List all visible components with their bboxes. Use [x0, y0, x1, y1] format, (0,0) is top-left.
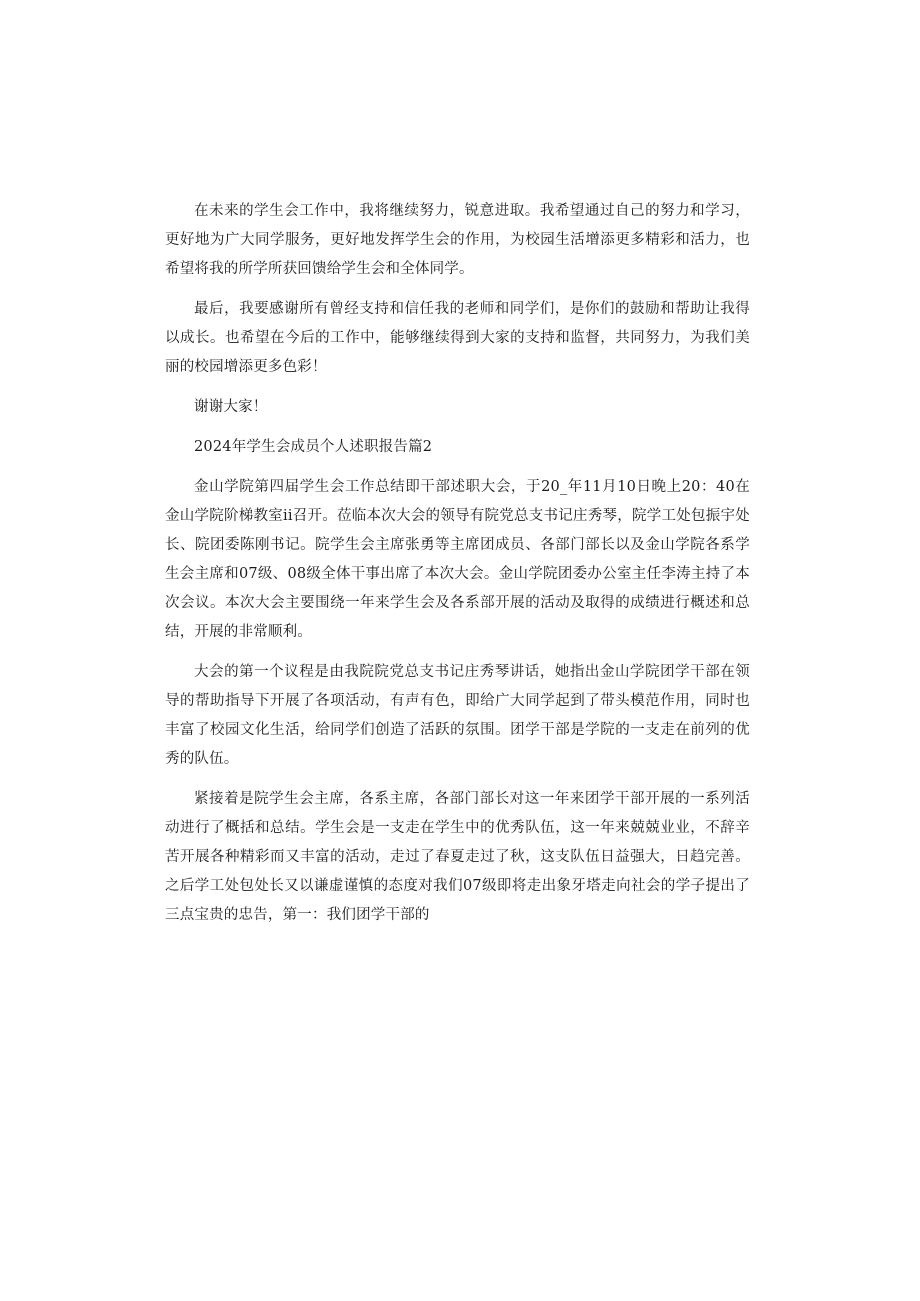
paragraph-future-work: 在未来的学生会工作中，我将继续努力，锐意进取。我希望通过自己的努力和学习，更好地为广大同学服务，更好地发挥学生会的作用，为校园生活增添更多精彩和活力，也希望将我的所学所获回馈给学生会和全体同学。 [165, 203, 750, 277]
paragraph-thank-you: 谢谢大家！ [194, 399, 268, 415]
paragraph-meeting-intro: 金山学院第四届学生会工作总结即干部述职大会，于20_年11月10日晚上20：40在金山学院阶梯教室ii召开。莅临本次大会的领导有院党总支书记庄秀琴，院学工处包振宇处长、院团委陈刚书记。院学生会主席张勇等主席团成员、各部门部长以及金山学院各系学生会主席和07级、08级全体干事出席了本次大会。金山学院团委办公室主任李涛主持了本次会议。本次大会主要围绕一年来学生会及各系部开展的活动及取得的成绩进行概述和总结，开展的非常顺利。 [165, 479, 750, 640]
paragraph-thanks-teachers: 最后，我要感谢所有曾经支持和信任我的老师和同学们，是你们的鼓励和帮助让我得以成长。也希望在今后的工作中，能够继续得到大家的支持和监督，共同努力，为我们美丽的校园增添更多色彩！ [165, 301, 750, 375]
paragraph-summary: 紧接着是院学生会主席，各系主席，各部门部长对这一年来团学干部开展的一系列活动进行了概括和总结。学生会是一支走在学生中的优秀队伍，这一年来兢兢业业，不辞辛苦开展各种精彩而又丰富的活动，走过了春夏走过了秋，这支队伍日益强大，日趋完善。之后学工处包处长又以谦虚谨慎的态度对我们07级即将走出象牙塔走向社会的学子提出了三点宝贵的忠告，第一：我们团学干部的 [165, 791, 750, 923]
paragraph-first-agenda: 大会的第一个议程是由我院院党总支书记庄秀琴讲话，她指出金山学院团学干部在领导的帮助指导下开展了各项活动，有声有色，即给广大同学起到了带头模范作用，同时也丰富了校园文化生活，给同学们创造了活跃的氛围。团学干部是学院的一支走在前列的优秀的队伍。 [165, 664, 750, 767]
document-body [165, 197, 750, 941]
section-heading: 2024年学生会成员个人述职报告篇2 [194, 439, 433, 455]
